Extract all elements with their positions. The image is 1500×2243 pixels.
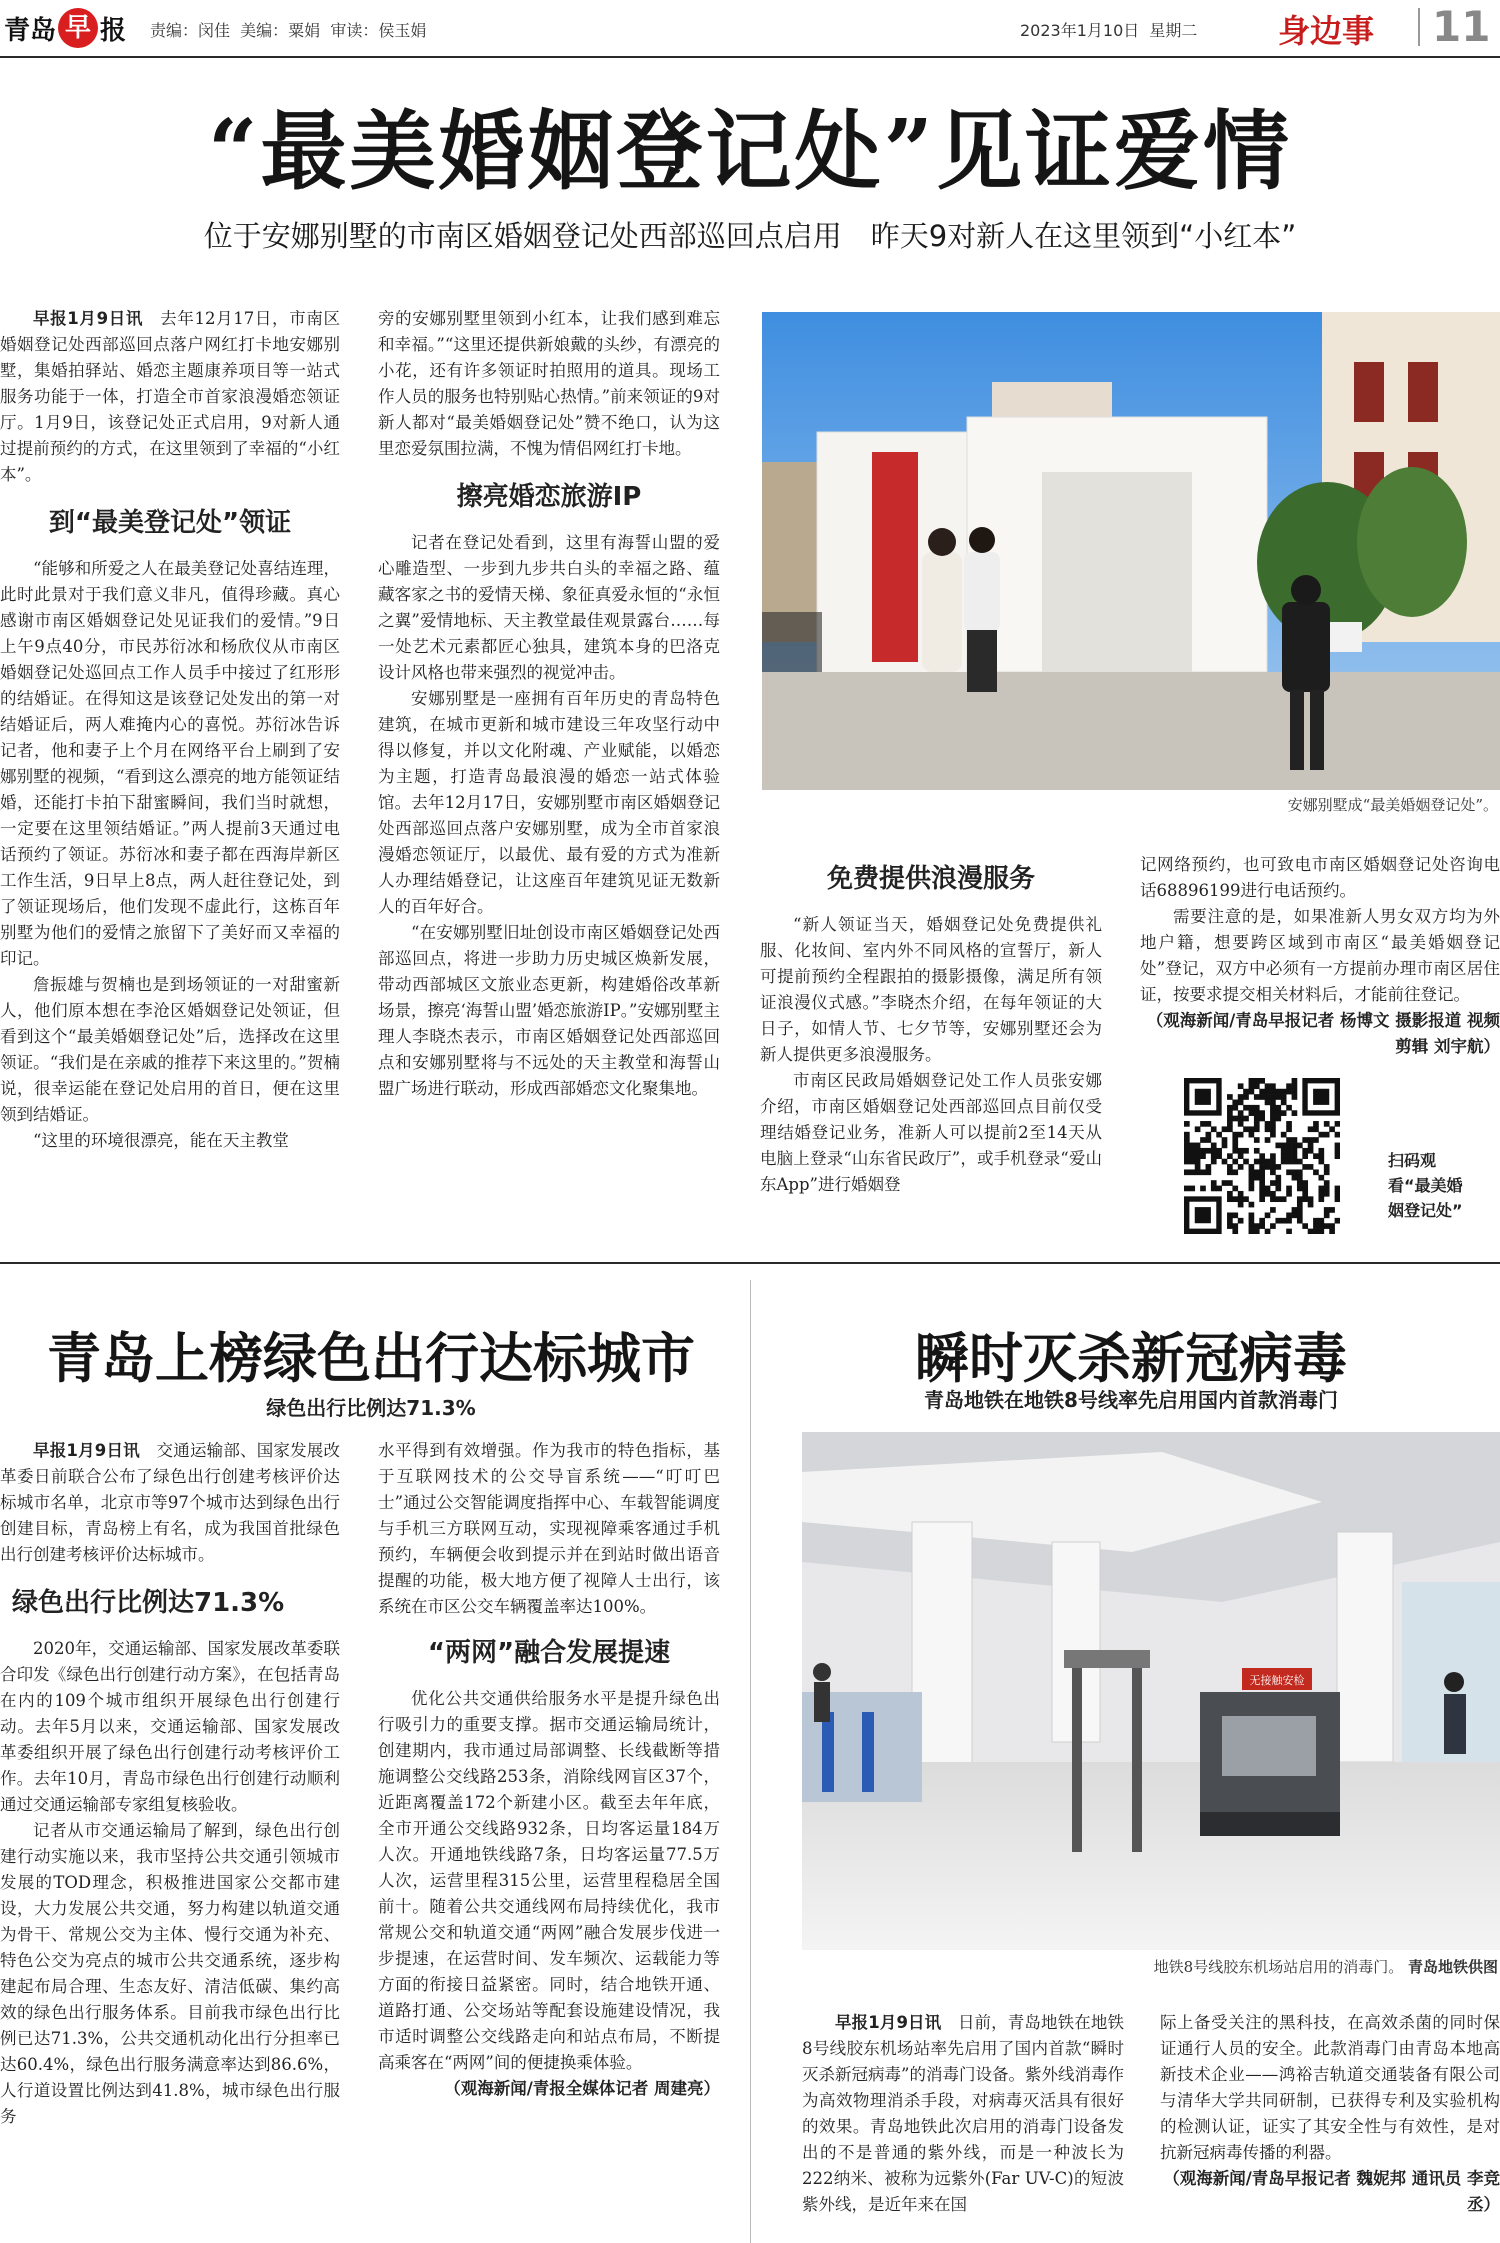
story1-photo-caption: 安娜别墅成“最美婚姻登记处”。 xyxy=(1287,796,1498,814)
story1-column-2 xyxy=(378,306,720,1102)
story1-paragraph: “新人领证当天，婚姻登记处免费提供礼服、化妆间、室内外不同风格的宣誓厅，新人可提前预约全程跟拍的摄影摄像，满足所有领证浪漫仪式感。”李晓杰介绍，在每年领证的大日子，如情人节、七夕节等，安娜别墅还会为新人提供更多浪漫服务。 xyxy=(760,915,1102,1064)
column-divider xyxy=(750,1280,751,2243)
story3-intro: 日前，青岛地铁在地铁8号线胶东机场站率先启用了国内首款“瞬时灭杀新冠病毒”的消毒门设备。紫外线消毒作为高效物理消杀手段，对病毒灭活具有很好的效果。青岛地铁此次启用的消毒门设备发出的不是普通的紫外线，而是一种波长为222纳米、被称为远紫外(Far UV-C)的短波紫外线，是近年来在国 xyxy=(802,2013,1125,2214)
story3-subheadline: 青岛地铁在地铁8号线率先启用国内首款消毒门 xyxy=(924,1388,1338,1412)
story2-paragraph: 记者从市交通运输局了解到，绿色出行创建行动实施以来，我市坚持公共交通引领城市发展的TOD理念，积极推进国家公交都市建设，大力发展公共交通，努力构建以轨道交通为骨干、常规公交为主体、慢行交通为补充、特色公交为亮点的城市公共交通系统，逐步构建起布局合理、生态友好、清洁低碳、集约高效的绿色出行服务体系。目前我市绿色出行比例已达71.3%，公共交通机动化出行分担率已达60.4%，绿色出行服务满意率达到86.6%，人行道设置比例达到41.8%，城市绿色出行服务 xyxy=(0,1821,340,2126)
story1-subheadline: 位于安娜别墅的市南区婚姻登记处西部巡回点启用 昨天9对新人在这里领到“小红本” xyxy=(203,219,1297,253)
story3-lead: 早报1月9日讯 xyxy=(835,2013,942,2032)
story3-photo-credit: 青岛地铁供图 xyxy=(1407,1958,1498,1976)
issue-date: 2023年1月10日 星期二 xyxy=(1020,21,1198,40)
story1-subhead-3: 免费提供浪漫服务 xyxy=(826,864,1035,894)
story1-byline: （观海新闻/青岛早报记者 杨博文 摄影报道 视频剪辑 刘宇航） xyxy=(1146,1011,1500,1056)
story3-photo-caption: 地铁8号线胶东机场站启用的消毒门。 xyxy=(1153,1958,1404,1976)
story1-subhead-2: 擦亮婚恋旅游IP xyxy=(456,482,642,512)
qr-caption: 扫码观看“最美婚姻登记处” xyxy=(1388,1151,1463,1220)
story1-paragraph: 旁的安娜别墅里领到小红本，让我们感到难忘和幸福。”“这里还提供新娘戴的头纱，有漂亮的小花，还有许多领证时拍照用的道具。现场工作人员的服务也特别贴心热情。”前来领证的9对新人都对“最美婚姻登记处”赞不绝口，认为这里恋爱氛围拉满，不愧为情侣网红打卡地。 xyxy=(378,309,720,458)
story2-lead: 早报1月9日讯 xyxy=(33,1441,140,1460)
story3-paragraph: 际上备受关注的黑科技，在高效杀菌的同时保证通行人员的安全。此款消毒门由青岛本地高新技术企业——鸿裕吉轨道交通装备有限公司与清华大学共同研制，已获得专利及实验机构的检测认证，证实了其安全性与有效性，是对抗新冠病毒传播的利器。 xyxy=(1160,2013,1500,2162)
story1-paragraph: 记者在登记处看到，这里有海誓山盟的爱心雕造型、一步到九步共白头的幸福之路、蕴藏客家之书的爱情天梯、象征真爱永恒的“永恒之翼”爱情地标、天主教堂最佳观景露台……每一处艺术元素都匠心独具，建筑本身的巴洛克设计风格也带来强烈的视觉冲击。 xyxy=(378,533,720,682)
story2-byline: （观海新闻/青报全媒体记者 周建亮） xyxy=(444,2079,720,2098)
security-check-sign: 无接触安检 xyxy=(1249,1674,1305,1687)
masthead-text: 青岛 xyxy=(4,15,57,46)
story3-headline: 瞬时灭杀新冠病毒 xyxy=(915,1326,1347,1390)
story2-intro: 交通运输部、国家发展改革委日前联合公布了绿色出行创建考核评价达标城市名单，北京市等97个城市达到绿色出行创建目标，青岛榜上有名，成为我国首批绿色出行创建考核评价达标城市。 xyxy=(0,1441,341,1564)
story3-byline: （观海新闻/青岛早报记者 魏妮邦 通讯员 李竞丞） xyxy=(1163,2169,1500,2214)
story2-column-2 xyxy=(378,1438,720,2102)
story3-column-1 xyxy=(802,2010,1124,2218)
section-name: 身边事 xyxy=(1278,12,1375,50)
story3-photo xyxy=(802,1432,1500,1950)
story2-subheadline: 绿色出行比例达71.3% xyxy=(266,1396,476,1420)
story1-paragraph: 记网络预约，也可致电市南区婚姻登记处咨询电话68896199进行电话预约。 xyxy=(1140,855,1500,900)
qr-code-icon xyxy=(1184,1078,1340,1234)
masthead-text-2: 报 xyxy=(100,15,127,46)
story1-column-4 xyxy=(1140,852,1500,1060)
qr-code[interactable] xyxy=(1184,1078,1340,1234)
editors-line: 责编：闵佳 美编：粟娟 审读：侯玉娟 xyxy=(150,21,427,40)
story2-paragraph: 2020年，交通运输部、国家发展改革委联合印发《绿色出行创建行动方案》，在包括青岛在内的109个城市组织开展绿色出行创建行动。去年5月以来，交通运输部、国家发展改革委组织开展了绿色出行创建行动考核评价工作。去年10月，青岛市绿色出行创建行动顺利通过交通运输部专家组复核验收。 xyxy=(0,1639,340,1814)
story1-paragraph: 市南区民政局婚姻登记处工作人员张安娜介绍，市南区婚姻登记处西部巡回点目前仅受理结婚登记业务，准新人可以提前2至14天从电脑上登录“山东省民政厅”，或手机登录“爱山东App”进行婚姻登 xyxy=(760,1071,1102,1194)
villa-photo-illustration xyxy=(762,312,1500,790)
story1-paragraph: “在安娜别墅旧址创设市南区婚姻登记处西部巡回点，将进一步助力历史城区焕新发展，带动西部城区文旅业态更新，构建婚俗改革新场景，擦亮‘海誓山盟’婚恋旅游IP。”安娜别墅主理人李晓杰表示，市南区婚姻登记处西部巡回点和安娜别墅将与不远处的天主教堂和海誓山盟广场进行联动，形成西部婚恋文化聚集地。 xyxy=(378,923,720,1098)
story1-paragraph: “这里的环境很漂亮，能在天主教堂 xyxy=(33,1131,289,1150)
header-divider xyxy=(1418,8,1420,46)
subway-station-photo-illustration xyxy=(802,1432,1500,1950)
story1-paragraph: 需要注意的是，如果准新人男女双方均为外地户籍，想要跨区域到市南区“最美婚姻登记处”登记，双方中必须有一方提前办理市南区居住证，按要求提交相关材料后，才能前往登记。 xyxy=(1140,907,1500,1004)
story2-headline: 青岛上榜绿色出行达标城市 xyxy=(47,1326,695,1390)
story1-photo xyxy=(762,312,1500,790)
story2-subhead-1: 绿色出行比例达71.3% xyxy=(12,1588,285,1618)
story1-lead: 早报1月9日讯 xyxy=(33,309,144,328)
masthead-logo: 早 xyxy=(58,8,98,48)
story1-paragraph: 安娜别墅是一座拥有百年历史的青岛特色建筑，在城市更新和城市建设三年攻坚行动中得以修复，并以文化附魂、产业赋能，以婚恋为主题，打造青岛最浪漫的婚恋一站式体验馆。去年12月17日，安娜别墅市南区婚姻登记处西部巡回点落户安娜别墅，成为全市首家浪漫婚恋领证厅，以最优、最有爱的方式为准新人办理结婚登记，让这座百年建筑见证无数新人的百年好合。 xyxy=(378,689,720,916)
story1-headline: “最美婚姻登记处”见证爱情 xyxy=(208,101,1292,202)
story1-column-1 xyxy=(0,306,340,1154)
story1-intro: 去年12月17日，市南区婚姻登记处西部巡回点落户网红打卡地安娜别墅，集婚拍驿站、婚恋主题康养项目等一站式服务功能于一体，打造全市首家浪漫婚恋领证厅。1月9日，该登记处正式启用，9对新人通过提前预约的方式，在这里领到了幸福的“小红本”。 xyxy=(0,309,341,484)
masthead xyxy=(4,8,126,48)
page-number: 11 xyxy=(1432,2,1491,51)
story3-column-2 xyxy=(1160,2010,1500,2218)
story1-column-3 xyxy=(760,866,1102,1198)
story2-paragraph: 优化公共交通供给服务水平是提升绿色出行吸引力的重要支撑。据市交通运输局统计，创建期内，我市通过局部调整、长线截断等措施调整公交线路253条，消除线网盲区37个，近距离覆盖172个新建小区。截至去年年底，全市开通公交线路932条，日均客运量184万人次。开通地铁线路7条，日均客运量77.5万人次，运营里程315公里，运营里程稳居全国前十。随着公共交通线网布局持续优化，我市常规公交和轨道交通“两网”融合发展步伐进一步提速，在运营时间、发车频次、运载能力等方面的衔接日益紧密。同时，结合地铁开通、道路打通、公交场站等配套设施建设情况，我市适时调整公交线路走向和站点布局，不断提高乘客在“两网”间的便捷换乘体验。 xyxy=(378,1689,720,2072)
page-header xyxy=(0,0,1500,56)
story1-paragraph: “能够和所爱之人在最美登记处喜结连理，此时此景对于我们意义非凡，值得珍藏。真心感谢市南区婚姻登记处见证我们的爱情。”9日上午9点40分，市民苏衍冰和杨欣仪从市南区婚姻登记处巡回点工作人员手中接过了红形形的结婚证。在得知这是该登记处发出的第一对结婚证后，两人难掩内心的喜悦。苏衍冰告诉记者，他和妻子上个月在网络平台上刷到了安娜别墅的视频，“看到这么漂亮的地方能领证结婚，还能打卡拍下甜蜜瞬间，我们当时就想，一定要在这里领结婚证。”两人提前3天通过电话预约了领证。苏衍冰和妻子都在西海岸新区工作生活，9日早上8点，两人赶往登记处，到了领证现场后，他们发现不虚此行，这栋百年别墅为他们的爱情之旅留下了美好而又幸福的印记。 xyxy=(0,559,340,968)
story3-photo-caption-line xyxy=(802,1956,1498,1977)
story1-subhead-1: 到“最美登记处”领证 xyxy=(48,508,292,538)
story2-paragraph: 水平得到有效增强。作为我市的特色指标，基于互联网技术的公交导盲系统——“叮叮巴士”通过公交智能调度指挥中心、车载智能调度与手机三方联网互动，实现视障乘客通过手机预约，车辆便会收到提示并在到站时做出语音提醒的功能，极大地方便了视障人士出行，该系统在市区公交车辆覆盖率达100%。 xyxy=(378,1441,720,1616)
story2-column-1 xyxy=(0,1438,340,2130)
header-rule xyxy=(0,56,1500,58)
section-divider xyxy=(0,1262,1500,1264)
story1-paragraph: 詹振雄与贺楠也是到场领证的一对甜蜜新人，他们原本想在李沧区婚姻登记处领证，但看到这个“最美婚姻登记处”后，选择改在这里领证。“我们是在亲戚的推荐下来这里的。”贺楠说，很幸运能在登记处启用的首日，便在这里领到结婚证。 xyxy=(0,975,340,1124)
story2-subhead-2: “两网”融合发展提速 xyxy=(427,1638,671,1668)
